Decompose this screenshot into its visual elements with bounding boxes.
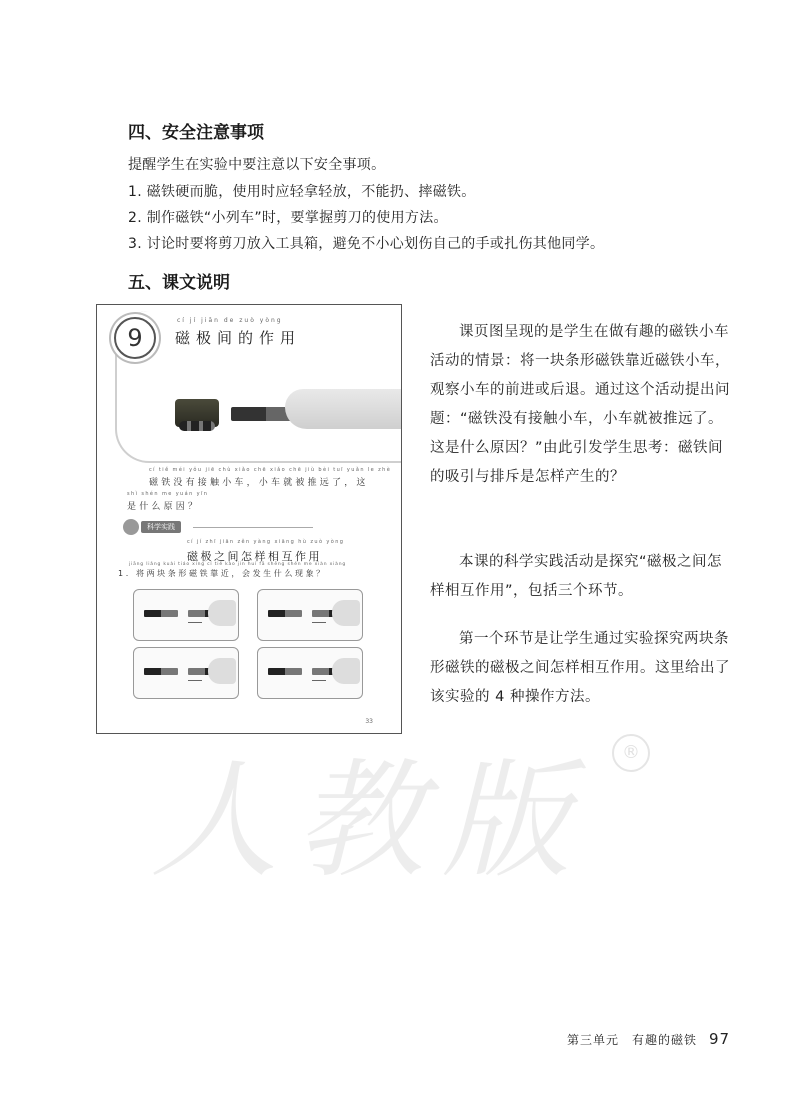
step-1-text: 1. 将两块条形磁铁靠近，会发生什么现象？ [118, 569, 327, 578]
lesson-title-pinyin: cí jí jiān de zuò yòng [177, 317, 283, 324]
experiment-panel-4 [257, 647, 363, 699]
textbook-page-number: 33 [365, 718, 373, 725]
page-number: 97 [709, 1030, 731, 1048]
person-icon [123, 519, 139, 535]
publisher-watermark: 人教版 [150, 747, 589, 896]
experiment-panel-2 [257, 589, 363, 641]
activity-title-pinyin: cí jí zhī jiān zěn yàng xiāng hù zuò yòng [187, 539, 345, 545]
lesson-number-badge: 9 [114, 317, 156, 359]
section-4-intro: 提醒学生在实验中要注意以下安全事项。 [128, 157, 386, 173]
divider [193, 527, 313, 528]
textbook-page-image [96, 304, 402, 734]
science-practice-tag [123, 521, 313, 535]
step-1-pinyin: jiāng liǎng kuài tiáo xíng cí tiě kào jìn huì fā shēng shén me xiàn xiàng [129, 562, 347, 567]
section-5-heading: 五、课文说明 [128, 273, 230, 293]
experiment-panel-3 [133, 647, 239, 699]
experiment-panel-1 [133, 589, 239, 641]
question-line-1: 磁铁没有接触小车，小车就被推远了，这 [149, 478, 369, 488]
explanation-text [430, 318, 730, 492]
explanation-text-2 [430, 548, 730, 606]
safety-item-1: 1. 磁铁硬而脆，使用时应轻拿轻放，不能扔、摔磁铁。 [128, 184, 476, 200]
question-line-2-pinyin: shì shén me yuán yīn [127, 491, 209, 497]
explanation-paragraph-2: 本课的科学实践活动是探究“磁极之间怎样相互作用”，包括三个环节。 [430, 554, 723, 599]
explanation-paragraph-3: 第一个环节是让学生通过实验探究两块条形磁铁的磁极之间怎样相互作用。这里给出了该实验的 4 种操作方法。 [430, 631, 730, 705]
unit-label: 第三单元 有趣的磁铁 [567, 1033, 698, 1047]
toy-train-image [175, 399, 219, 427]
hand-image [285, 389, 402, 429]
magnet-car-photo [167, 379, 402, 439]
explanation-text-3 [430, 625, 730, 712]
page-footer [567, 1030, 730, 1048]
registered-mark: ® [612, 734, 650, 772]
question-line-2: 是什么原因？ [127, 502, 201, 512]
section-4-heading: 四、安全注意事项 [128, 123, 264, 143]
safety-item-2: 2. 制作磁铁“小列车”时，要掌握剪刀的使用方法。 [128, 210, 448, 226]
question-pinyin: cí tiě méi yǒu jiē chù xiǎo chē xiǎo chē jiù bèi tuī yuǎn le zhè [149, 467, 392, 473]
science-practice-label: 科学实践 [141, 521, 181, 533]
lesson-title: 磁极间的作用 [175, 329, 302, 347]
activity-title: 磁极之间怎样相互作用 [187, 550, 322, 563]
safety-item-3: 3. 讨论时要将剪刀放入工具箱，避免不小心划伤自己的手或扎伤其他同学。 [128, 236, 605, 252]
explanation-paragraph-1: 课页图呈现的是学生在做有趣的磁铁小车活动的情景：将一块条形磁铁靠近磁铁小车，观察小车的前进或后退。通过这个活动提出问题：“磁铁没有接触小车，小车就被推远了。这是什么原因？”由此引发学生思考：磁铁间的吸引与排斥是怎样产生的？ [430, 324, 730, 485]
